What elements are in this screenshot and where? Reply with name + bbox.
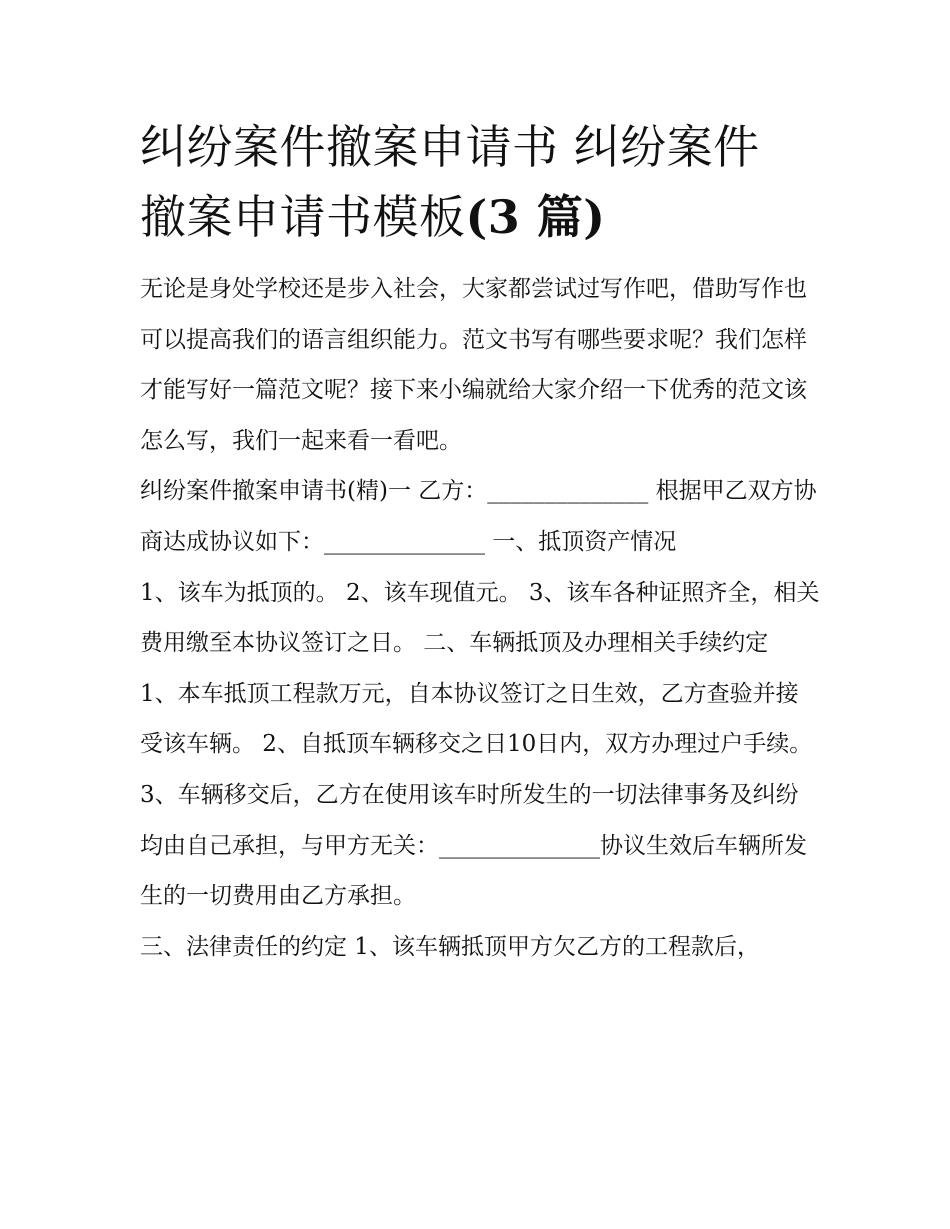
title-line-1: 纠纷案件撤案申请书 纠纷案件 <box>140 120 760 174</box>
paragraph-2: 1、该车为抵顶的。 2、该车现值元。 3、该车各种证照齐全，相关费用缴至本协议签订之日。 二、车辆抵顶及办理相关手续约定 <box>140 579 820 657</box>
title-line-2-tail: (3 篇) <box>465 190 606 244</box>
paragraph-5: 三、法律责任的约定 1、该车辆抵顶甲方欠乙方的工程款后， <box>140 933 760 960</box>
document-page <box>140 112 820 972</box>
paragraph-1: 纠纷案件撤案申请书(精)一 乙方：______________ 根据甲乙双方协商达成协议如下：______________ 一、抵顶资产情况 <box>140 478 817 555</box>
paragraph-4: 3、车辆移交后，乙方在使用该车时所发生的一切法律事务及纠纷均由自己承担，与甲方无关：______________协议生效后车辆所发生的一切费用由乙方承担。 <box>140 781 807 910</box>
document-title <box>140 112 820 252</box>
title-line-2-main: 撤案申请书模板 <box>140 190 466 244</box>
paragraph-3: 1、本车抵顶工程款万元，自本协议签订之日生效，乙方查验并接受该车辆。 2、自抵顶车辆移交之日10日内，双方办理过户手续。 <box>140 680 813 758</box>
intro-paragraph: 无论是身处学校还是步入社会，大家都尝试过写作吧，借助写作也可以提高我们的语言组织能力。范文书写有哪些要求呢？我们怎样才能写好一篇范文呢？接下来小编就给大家介绍一下优秀的范文该怎么写，我们一起来看一看吧。 <box>140 276 807 454</box>
